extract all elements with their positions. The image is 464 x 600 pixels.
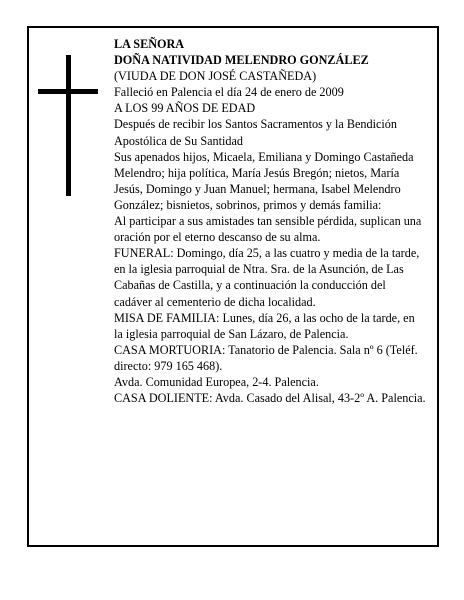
age-line: A LOS 99 AÑOS DE EDAD [114,101,256,116]
mortuary-details: CASA MORTUORIA: Tanatorio de Palencia. Sala nº 6 (Teléf. directo: 979 165 468). [114,342,418,373]
family-mass-details: MISA DE FAMILIA: Lunes, día 26, a las ocho de la tarde, en la iglesia parroquial de San Lázaro, de Palencia. [114,310,415,341]
cross-vertical-bar [66,55,71,196]
cross-horizontal-bar [38,89,98,94]
prayer-request: Al participar a sus amistades tan sensible pérdida, suplican una oración por el eterno descanso de su alma. [114,214,422,245]
mourning-house-details: CASA DOLIENTE: Avda. Casado del Alisal, 43-2º A. Palencia. [114,391,426,406]
mortuary-address: Avda. Comunidad Europea, 2-4. Palencia. [114,374,319,389]
latin-cross-icon [38,55,98,196]
funeral-details: FUNERAL: Domingo, día 25, a las cuatro y media de la tarde, en la iglesia parroquial de Ntra. Sra. de la Asunción, de Las Cabañas de Castilla, y a continuación la conducción del cadáver al cementerio de dicha localidad. [114,246,420,309]
widow-of-line: (VIUDA DE DON JOSÉ CASTAÑEDA) [114,69,317,84]
obituary-text [114,36,426,406]
death-line: Falleció en Palencia el día 24 de enero de 2009 [114,85,344,100]
deceased-name: DOÑA NATIVIDAD MELENDRO GONZÁLEZ [114,53,369,68]
sacraments-line: Después de recibir los Santos Sacramentos y la Bendición Apostólica de Su Santidad [114,117,397,148]
notice-title: LA SEÑORA [114,37,185,51]
family-list: Sus apenados hijos, Micaela, Emiliana y Domingo Castañeda Melendro; hija política, María Jesús Bregón; nietos, María Jesús, Domingo y Juan Manuel; hermana, Isabel Melendro González; bisnietos, sobrinos, primos y demás familia: [114,149,414,212]
